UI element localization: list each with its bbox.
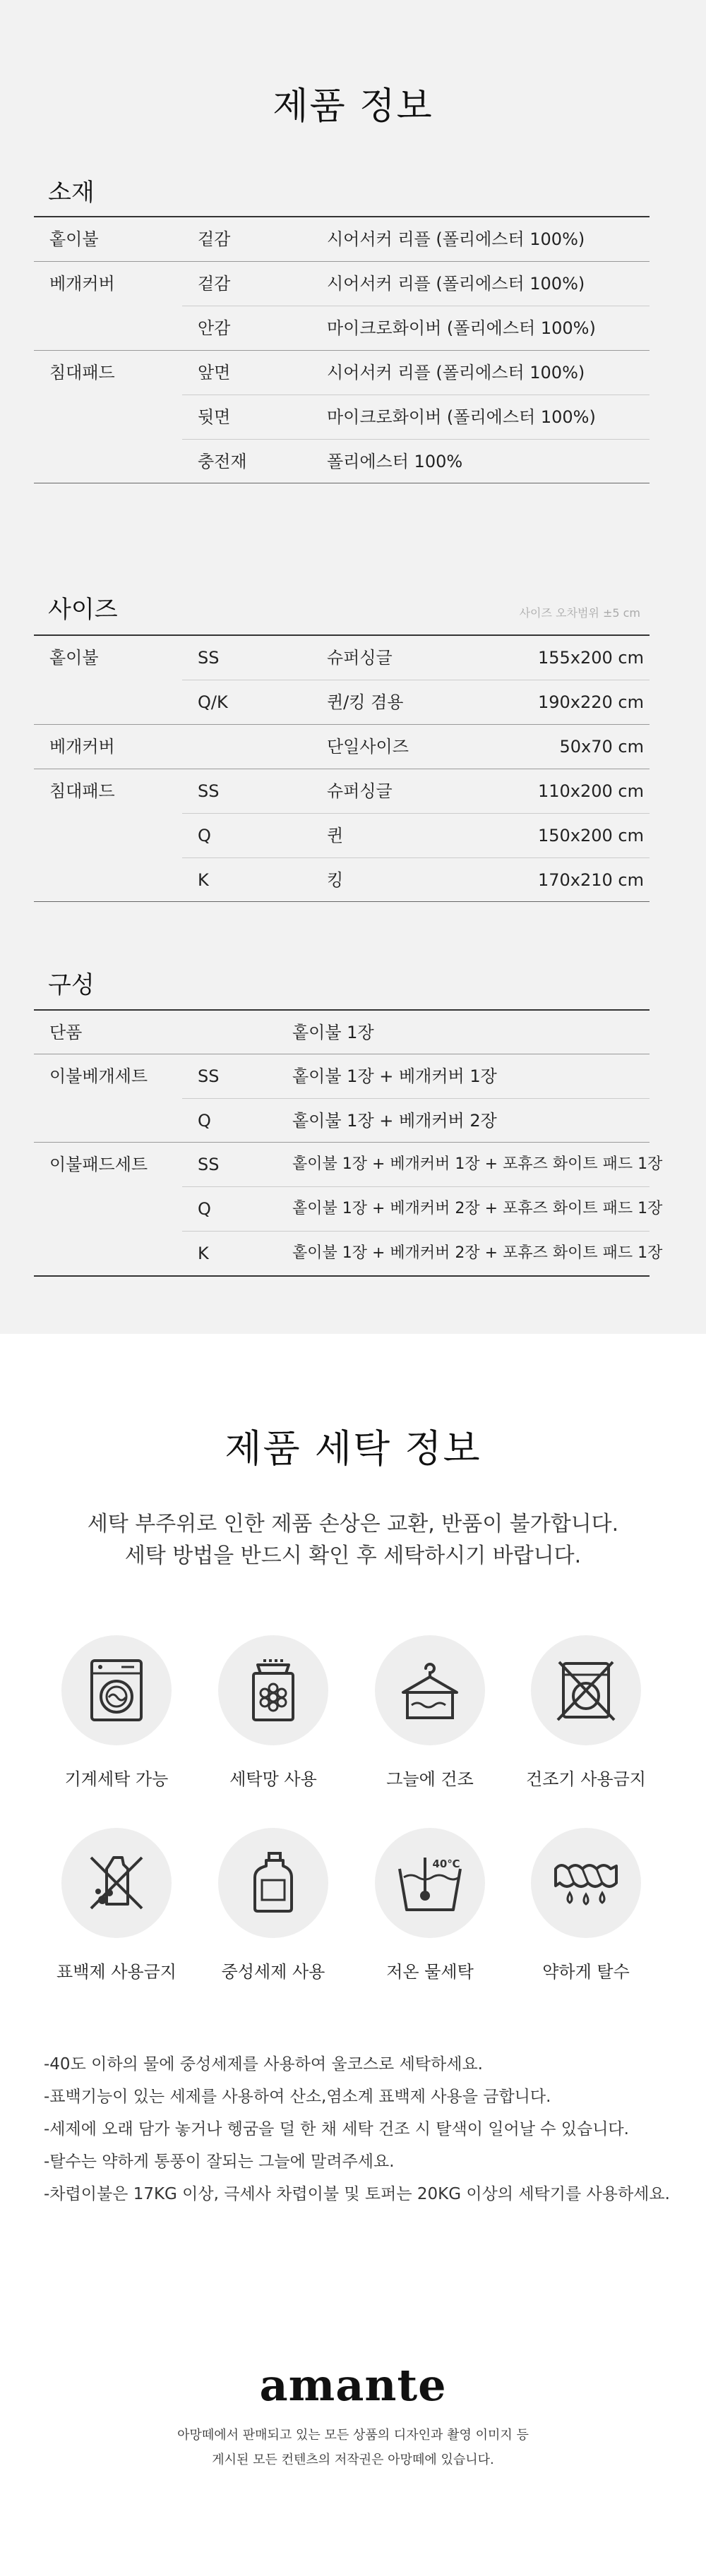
no-bleach-icon — [81, 1848, 152, 1918]
row-material: 마이크로화이버 (폴리에스터 100%) — [327, 318, 596, 338]
row-part: 앞면 — [198, 363, 231, 383]
table-row — [34, 351, 650, 395]
row-code: Q — [198, 1111, 211, 1131]
size-section-title: 사이즈 — [48, 596, 118, 624]
product-info-title: 제품 정보 — [273, 85, 433, 128]
care-label: 중성세제 사용 — [221, 1962, 325, 1982]
row-contents: 홑이불 1장 + 베개커버 2장 — [292, 1111, 497, 1131]
row-material: 폴리에스터 100% — [327, 452, 463, 471]
row-category: 침대패드 — [49, 781, 115, 801]
table-row — [34, 440, 650, 483]
row-dimension: 150x200 cm — [537, 826, 644, 845]
row-category: 베개커버 — [49, 737, 115, 757]
table-row — [34, 1099, 650, 1143]
row-category: 침대패드 — [49, 363, 115, 383]
table-row — [34, 636, 650, 680]
care-label: 세탁망 사용 — [229, 1769, 317, 1789]
table-row — [34, 725, 650, 769]
list-item: -세제에 오래 담가 놓거나 헹굼을 덜 한 채 세탁 건조 시 탈색이 일어날 수 있습니다. — [44, 2120, 629, 2138]
table-row — [34, 1143, 663, 1186]
table-row — [34, 680, 650, 724]
care-item — [46, 1635, 187, 1790]
care-label: 약하게 탈수 — [542, 1962, 630, 1982]
row-code: K — [198, 1244, 209, 1263]
row-material: 시어서커 리플 (폴리에스터 100%) — [327, 229, 585, 249]
row-category: 베개커버 — [49, 274, 115, 294]
row-material: 마이크로화이버 (폴리에스터 100%) — [327, 407, 596, 427]
row-contents: 홑이불 1장 + 베개커버 2장 + 포휴즈 화이트 패드 1장 — [292, 1244, 663, 1262]
list-item: -탈수는 약하게 통풍이 잘되는 그늘에 말려주세요. — [44, 2153, 395, 2171]
table-row — [34, 306, 650, 350]
row-dimension: 110x200 cm — [537, 781, 644, 801]
row-code: Q — [198, 826, 211, 845]
row-dimension: 155x200 cm — [537, 648, 644, 668]
care-item — [359, 1635, 501, 1790]
shade-dry-icon — [395, 1659, 465, 1722]
row-code: SS — [198, 781, 220, 801]
row-part: 뒷면 — [198, 407, 231, 427]
table-row — [34, 262, 650, 306]
care-item — [203, 1828, 344, 1982]
care-label: 기계세탁 가능 — [64, 1769, 169, 1789]
washing-machine-icon — [85, 1656, 148, 1724]
row-part: 겉감 — [198, 274, 231, 294]
list-item: -40도 이하의 물에 중성세제를 사용하여 울코스로 세탁하세요. — [44, 2055, 483, 2074]
care-item — [515, 1828, 657, 1982]
row-code: SS — [198, 1066, 220, 1086]
row-contents: 홑이불 1장 + 베개커버 2장 + 포휴즈 화이트 패드 1장 — [292, 1200, 663, 1217]
row-size-name: 퀸/킹 겸용 — [327, 692, 404, 712]
table-row — [34, 1187, 663, 1231]
table-row — [34, 217, 650, 261]
row-set-type: 이불패드세트 — [49, 1155, 148, 1174]
row-dimension: 50x70 cm — [559, 737, 644, 757]
list-item: -차렵이불은 17KG 이상, 극세사 차렵이불 및 토퍼는 20KG 이상의 세탁기를 사용하세요. — [44, 2185, 670, 2203]
table-row — [34, 1011, 650, 1054]
brand-logo: amante — [259, 2359, 447, 2411]
care-item — [359, 1828, 501, 1982]
table-row — [34, 395, 650, 439]
row-part: 겉감 — [198, 229, 231, 249]
copyright-line-1: 아망떼에서 판매되고 있는 모든 상품의 디자인과 촬영 이미지 등 — [177, 2428, 529, 2443]
table-row — [34, 1232, 663, 1275]
row-category: 홑이불 — [49, 648, 99, 668]
row-contents: 홑이불 1장 + 베개커버 1장 + 포휴즈 화이트 패드 1장 — [292, 1155, 663, 1173]
row-size-name: 슈퍼싱글 — [327, 648, 393, 668]
care-label: 저온 물세탁 — [386, 1962, 474, 1982]
row-size-name: 퀸 — [327, 826, 344, 845]
row-contents: 홑이불 1장 + 베개커버 1장 — [292, 1066, 497, 1086]
list-item: -표백기능이 있는 세제를 사용하여 산소,염소계 표백제 사용을 금합니다. — [44, 2088, 551, 2106]
washing-warning-line-1: 세탁 부주위로 인한 제품 손상은 교환, 반품이 불가합니다. — [87, 1512, 619, 1536]
row-material: 시어서커 리플 (폴리에스터 100%) — [327, 363, 585, 383]
copyright-line-2: 게시된 모든 컨텐츠의 저작권은 아망떼에 있습니다. — [212, 2452, 494, 2467]
gentle-spin-icon — [547, 1848, 625, 1918]
temperature-label: 40℃ — [432, 1858, 460, 1870]
row-size-name: 킹 — [327, 870, 344, 890]
row-code: SS — [198, 648, 220, 668]
size-tolerance-note: 사이즈 오차범위 ±5 cm — [519, 606, 640, 620]
washing-warning-line-2: 세탁 방법을 반드시 확인 후 세탁하시기 바랍니다. — [124, 1543, 582, 1568]
row-set-type: 단품 — [49, 1023, 83, 1042]
row-size-name: 슈퍼싱글 — [327, 781, 393, 801]
row-code: Q — [198, 1199, 211, 1219]
care-item — [203, 1635, 344, 1790]
care-label: 표백제 사용금지 — [56, 1962, 176, 1982]
washing-tips — [44, 2048, 670, 2210]
neutral-detergent-icon — [245, 1848, 301, 1918]
care-label: 그늘에 건조 — [386, 1769, 474, 1789]
row-part: 안감 — [198, 318, 231, 338]
row-set-type: 이불베개세트 — [49, 1066, 148, 1086]
care-item — [515, 1635, 657, 1790]
material-section-title: 소재 — [48, 179, 95, 207]
washing-info-title: 제품 세탁 정보 — [225, 1426, 481, 1471]
washing-info-section — [0, 1334, 706, 2576]
divider — [34, 901, 650, 902]
row-dimension: 170x210 cm — [537, 870, 644, 890]
row-code: K — [198, 870, 209, 890]
laundry-net-icon — [245, 1655, 301, 1726]
row-dimension: 190x220 cm — [537, 692, 644, 712]
row-code: SS — [198, 1155, 220, 1174]
row-code: Q/K — [198, 692, 228, 712]
table-row — [34, 814, 650, 857]
no-tumble-dryer-icon — [551, 1655, 621, 1726]
divider — [34, 1275, 650, 1277]
row-category: 홑이불 — [49, 229, 99, 249]
row-contents: 홑이불 1장 — [292, 1023, 374, 1042]
table-row — [34, 769, 650, 813]
care-item — [46, 1828, 187, 1982]
low-temp-wash-icon — [391, 1848, 469, 1918]
table-row — [34, 1054, 650, 1098]
care-label: 건조기 사용금지 — [526, 1769, 646, 1789]
row-size-name: 단일사이즈 — [327, 737, 409, 757]
row-material: 시어서커 리플 (폴리에스터 100%) — [327, 274, 585, 294]
row-part: 충전재 — [198, 452, 247, 471]
composition-section-title: 구성 — [48, 971, 95, 999]
table-row — [34, 858, 650, 902]
